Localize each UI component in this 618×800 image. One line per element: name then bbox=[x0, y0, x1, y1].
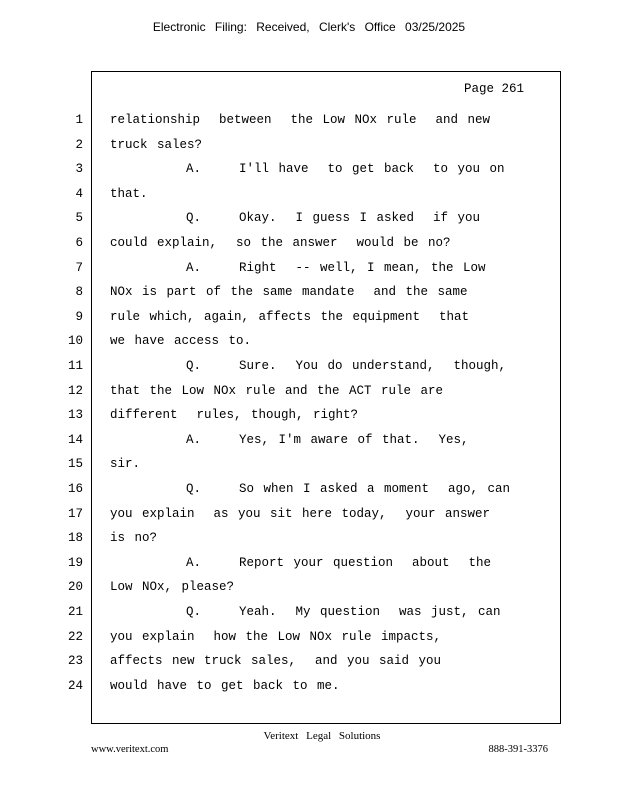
line-number: 4 bbox=[75, 186, 83, 201]
transcript-line: different rules, though, right? bbox=[110, 408, 359, 423]
transcript-line: relationship between the Low NOx rule and new bbox=[110, 113, 491, 127]
line-number: 17 bbox=[67, 506, 83, 521]
footer-company: Veritext Legal Solutions bbox=[263, 730, 381, 742]
transcript-line: could explain, so the answer would be no? bbox=[110, 236, 451, 250]
transcript-line: rule which, again, affects the equipment that bbox=[110, 309, 470, 324]
transcript-line: Low NOx, please? bbox=[110, 580, 235, 595]
transcript-line: Q. So when I asked a moment ago, can bbox=[110, 482, 511, 496]
transcript-line: that the Low NOx rule and the ACT rule are bbox=[110, 383, 444, 398]
transcript-line: that. bbox=[110, 186, 148, 201]
line-number: 18 bbox=[67, 531, 83, 546]
line-number: 1 bbox=[75, 113, 83, 127]
line-number: 8 bbox=[75, 285, 83, 300]
transcript-line: NOx is part of the same mandate and the same bbox=[110, 285, 468, 300]
transcript-line: affects new truck sales, and you said you bbox=[110, 654, 442, 669]
filing-stamp-header: Electronic Filing: Received, Clerk's Office 03/25/2025 bbox=[152, 20, 466, 34]
line-number: 5 bbox=[75, 211, 83, 226]
line-number: 11 bbox=[67, 359, 83, 373]
line-number: 23 bbox=[67, 654, 83, 669]
transcript-line: A. Report your question about the bbox=[110, 555, 492, 570]
transcript-line: A. Right -- well, I mean, the Low bbox=[110, 260, 486, 275]
line-number: 19 bbox=[67, 555, 83, 570]
line-number: 15 bbox=[67, 457, 83, 472]
line-number: 20 bbox=[67, 580, 83, 595]
footer-phone: 888-391-3376 bbox=[488, 744, 548, 755]
line-number: 22 bbox=[67, 629, 83, 644]
transcript-line: Q. Sure. You do understand, though, bbox=[110, 359, 507, 373]
line-number: 12 bbox=[67, 383, 83, 398]
transcript-line: we have access to. bbox=[110, 334, 252, 349]
line-number: 21 bbox=[67, 605, 83, 619]
transcript-line: would have to get back to me. bbox=[110, 678, 340, 693]
transcript-line: A. I'll have to get back to you on bbox=[110, 162, 505, 177]
line-number: 2 bbox=[75, 137, 83, 152]
transcript-line: truck sales? bbox=[110, 137, 203, 152]
transcript-line: sir. bbox=[110, 457, 141, 472]
transcript-line: is no? bbox=[110, 531, 158, 546]
line-number: 16 bbox=[67, 482, 83, 496]
page-number: Page 261 bbox=[463, 82, 524, 96]
line-number: 24 bbox=[67, 678, 83, 693]
transcript-line: you explain how the Low NOx rule impacts, bbox=[110, 629, 442, 644]
line-number: 6 bbox=[75, 236, 83, 250]
line-number: 13 bbox=[67, 408, 83, 423]
transcript-line: Q. Okay. I guess I asked if you bbox=[110, 211, 481, 226]
footer-website: www.veritext.com bbox=[91, 744, 169, 755]
transcript-line: Q. Yeah. My question was just, can bbox=[110, 605, 501, 619]
transcript-line: you explain as you sit here today, your answer bbox=[110, 506, 491, 521]
transcript-line: A. Yes, I'm aware of that. Yes, bbox=[110, 432, 469, 447]
line-number: 7 bbox=[75, 260, 83, 275]
line-number: 3 bbox=[75, 162, 83, 177]
line-number: 14 bbox=[67, 432, 83, 447]
line-number: 10 bbox=[67, 334, 83, 349]
line-number: 9 bbox=[75, 309, 83, 324]
